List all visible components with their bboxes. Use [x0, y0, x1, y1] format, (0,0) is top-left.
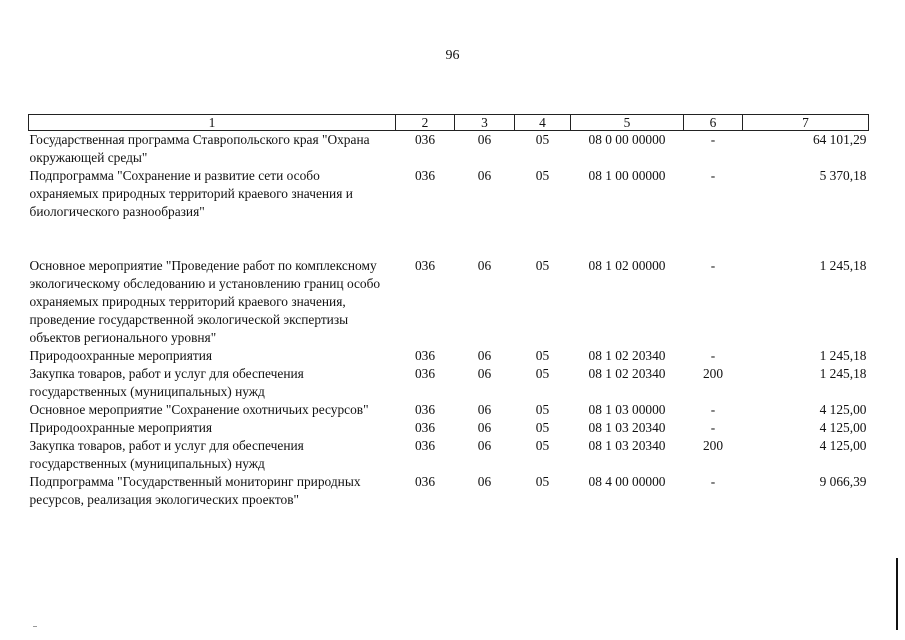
- ministry-code: 036: [414, 438, 436, 453]
- amount: 1 245,18: [819, 366, 867, 381]
- table-row: [29, 401, 869, 419]
- row-name: Природоохранные мероприятия: [29, 420, 213, 435]
- target-article-code: 08 1 02 20340: [588, 366, 666, 381]
- section-code: 06: [477, 420, 492, 435]
- expense-type-code: -: [710, 348, 716, 363]
- section-code: 06: [477, 366, 492, 381]
- row-name: Закупка товаров, работ и услуг для обеспечения государственных (муниципальных) нужд: [29, 438, 304, 471]
- amount: 9 066,39: [819, 474, 867, 489]
- row-name: Природоохранные мероприятия: [29, 348, 213, 363]
- ministry-code: 036: [414, 366, 436, 381]
- section-code: 06: [477, 132, 492, 147]
- ministry-code: 036: [414, 402, 436, 417]
- table-row: [29, 365, 869, 401]
- table-row: [29, 473, 869, 509]
- column-header-4: 4: [515, 115, 571, 131]
- section-code: 06: [477, 474, 492, 489]
- amount: 4 125,00: [819, 438, 867, 453]
- subsection-code: 05: [535, 402, 550, 417]
- column-header-3: 3: [455, 115, 515, 131]
- expense-type-code: 200: [702, 366, 724, 381]
- table-row: [29, 131, 869, 168]
- header-row: [29, 115, 869, 131]
- section-code: 06: [477, 438, 492, 453]
- subsection-code: 05: [535, 366, 550, 381]
- ministry-code: 036: [414, 258, 436, 273]
- scan-corner-mark: [33, 626, 37, 627]
- target-article-code: 08 1 00 00000: [588, 168, 666, 183]
- target-article-code: 08 1 03 20340: [588, 420, 666, 435]
- row-name: Подпрограмма "Сохранение и развитие сети особо охраняемых природных территорий краевого значения и биологического разнообразия": [29, 168, 353, 219]
- amount: 1 245,18: [819, 258, 867, 273]
- target-article-code: 08 1 02 00000: [588, 258, 666, 273]
- column-header-7: 7: [743, 115, 869, 131]
- row-name: Основное мероприятие "Проведение работ по комплексному экологическому обследованию и установлению границ особо охраняемых природных территорий краевого значения, проведение государственной экологической экспертизы объектов регионального уровня": [29, 258, 381, 345]
- row-name: Подпрограмма "Государственный мониторинг природных ресурсов, реализация экологических проектов": [29, 474, 361, 507]
- scan-edge-mark: [896, 558, 898, 630]
- expense-type-code: -: [710, 132, 716, 147]
- subsection-code: 05: [535, 132, 550, 147]
- target-article-code: 08 4 00 00000: [588, 474, 666, 489]
- column-header-1: 1: [29, 115, 396, 131]
- target-article-code: 08 1 03 20340: [588, 438, 666, 453]
- expense-type-code: -: [710, 258, 716, 273]
- section-code: 06: [477, 348, 492, 363]
- ministry-code: 036: [414, 348, 436, 363]
- amount: 4 125,00: [819, 420, 867, 435]
- table-row: [29, 257, 869, 347]
- expense-type-code: -: [710, 420, 716, 435]
- expense-type-code: 200: [702, 438, 724, 453]
- column-header-5: 5: [571, 115, 684, 131]
- ministry-code: 036: [414, 420, 436, 435]
- amount: 4 125,00: [819, 402, 867, 417]
- ministry-code: 036: [414, 474, 436, 489]
- table-row: [29, 167, 869, 257]
- table-row: [29, 347, 869, 365]
- subsection-code: 05: [535, 438, 550, 453]
- ministry-code: 036: [414, 132, 436, 147]
- subsection-code: 05: [535, 168, 550, 183]
- target-article-code: 08 1 02 20340: [588, 348, 666, 363]
- subsection-code: 05: [535, 474, 550, 489]
- expense-type-code: -: [710, 168, 716, 183]
- page-number: 96: [445, 48, 460, 63]
- row-name: Закупка товаров, работ и услуг для обеспечения государственных (муниципальных) нужд: [29, 366, 304, 399]
- section-code: 06: [477, 168, 492, 183]
- expense-type-code: -: [710, 474, 716, 489]
- subsection-code: 05: [535, 258, 550, 273]
- amount: 5 370,18: [819, 168, 867, 183]
- amount: 1 245,18: [819, 348, 867, 363]
- expense-type-code: -: [710, 402, 716, 417]
- section-code: 06: [477, 402, 492, 417]
- section-code: 06: [477, 258, 492, 273]
- row-name: Основное мероприятие "Сохранение охотничьих ресурсов": [29, 402, 369, 417]
- amount: 64 101,29: [812, 132, 867, 147]
- row-name: Государственная программа Ставропольского края "Охрана окружающей среды": [29, 132, 370, 165]
- column-header-6: 6: [684, 115, 743, 131]
- subsection-code: 05: [535, 348, 550, 363]
- budget-table: [28, 114, 869, 509]
- table-row: [29, 437, 869, 473]
- subsection-code: 05: [535, 420, 550, 435]
- target-article-code: 08 0 00 00000: [588, 132, 666, 147]
- table-row: [29, 419, 869, 437]
- ministry-code: 036: [414, 168, 436, 183]
- column-header-2: 2: [396, 115, 455, 131]
- target-article-code: 08 1 03 00000: [588, 402, 666, 417]
